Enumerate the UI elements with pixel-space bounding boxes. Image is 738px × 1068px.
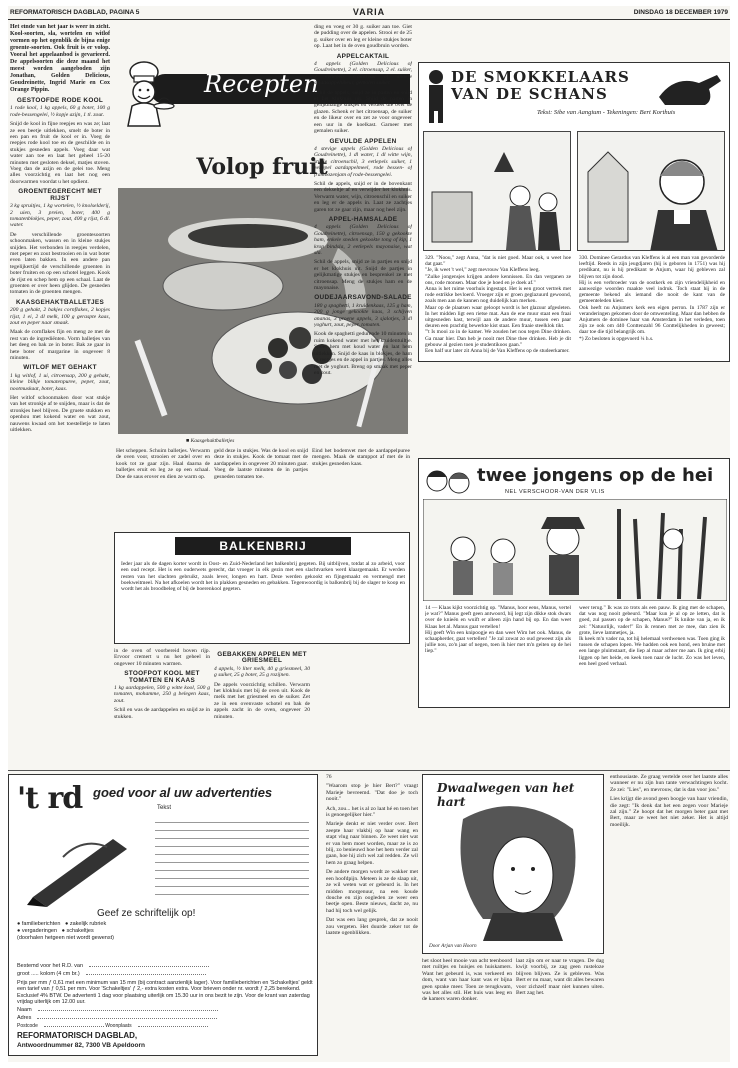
option-checkbox[interactable]: ● bbox=[61, 928, 67, 934]
dwaalwegen-title: Dwaalwegen van het hart bbox=[437, 781, 575, 809]
recipe-ingredients: 1 kg aardappelen, 500 g witte kool, 500 g tomaten, mohamme, 250 g belegen kaas, zout. bbox=[114, 685, 210, 704]
recipe-title-appel-hamsalade: APPEL-HAMSALADE bbox=[328, 215, 398, 223]
smuggler-panel bbox=[424, 132, 571, 251]
smokkelaars-title-line1: DE SMOKKELAARS bbox=[451, 68, 630, 86]
balkenbrij-text: Ieder jaar als de dagen korter wordt in Oost- en Zuid-Nederland het balkenbrij gegeten. Bij uitblijven, totdat al zo arbeid, voor een oud recept. Het is een ouderwets gerecht, dat vroeger in elk gezin met een slachtvarken werd klaargemaakt. Er werden resten van het slachten gebruikt, zoals lever, longen en hart. Deze werden gekookt en fijngemaakt en vermengd met boekweitmeel. Na het afkoelen wordt het in plakken gesneden en gebakken. Tegenwoordig is balkenbrij bij de slager te koop en wordt het als broodbeleg of bij de boerenkool gegeten. bbox=[121, 561, 405, 593]
jongens-paragraph: Hij geeft Win een knipoogje en dan weet Wim het ook. Manus, de schaapherder, gaat vertellen! "Je zal zowat zo oud geweest zijn als jullie nou, zo'n jaar of negen, toen ik hier met m'n geiten op de hei liep." bbox=[425, 629, 571, 655]
smuggler-figure-icon bbox=[423, 67, 449, 125]
dwaal-column-2 bbox=[516, 958, 604, 1056]
recipe-body: Schil en was de aardappelen en snijd ze in stukken. bbox=[114, 707, 210, 720]
recipe-intro: Het einde van het jaar is weer in zicht. Kool-soorten, sla, wortelen en witlof vormen op het ogenblik de bijna enige groente-soorten. Ook fruit is er volop. Vooral het appelaanbod is gevarieerd. De appelsoorten die deze maand het meest worden aangeboden zijn Jonathan, Golden Delicious, Goudreinette, Ingrid Marie en Cox Orange Pippin. bbox=[10, 24, 110, 93]
field-address[interactable] bbox=[17, 1015, 313, 1021]
smokkelaars-paragraph: "Je, ik weet 't wel," zegt mevrouw Van Kleffens leeg. bbox=[425, 267, 540, 274]
jongens-comic bbox=[418, 458, 730, 708]
photo-caption bbox=[186, 438, 234, 444]
option-checkbox[interactable]: ● bbox=[17, 928, 22, 934]
jongens-paragraph: weer terug." Ik was zo trots als een pauw. Ik ging met de schapen, dat was nog nooit gebeurd. "Maar kun je al op ze letten, dat is goed, zul passen op de schapen, Manus?" Ik knikte van ja, en ik zei: "Natuurlijk, vader!" En ik rennen met ze mee, dan zien ik grote, lieve lammetjes, ja. bbox=[579, 605, 725, 636]
field-label: Bestemd voor het R.D. van bbox=[17, 963, 84, 969]
smokkelaars-panel-329 bbox=[423, 131, 571, 251]
dwaal-paragraph: het sloot heel mooie van acht teenboord met ruiltjes en huisjes en huiskamers. Want het gebeurd is, was verkeerd en dom, want van haar kant was er bijna geen sprake meer. Toen ze terugkwam, was het alles stil. Het huis was leeg en de kamers waren donker. bbox=[422, 958, 512, 1003]
photo-caption-text: Kaasgehaktballetjes bbox=[190, 438, 235, 444]
field-label: groot ..... kolom (4 cm br.) bbox=[17, 971, 80, 977]
banner-title: Recepten bbox=[204, 70, 319, 98]
story-paragraph: Marieje denkt er niet verder over. Bert zeepte haar vlakbij op haar wang en stapt vlug naar binnen. Ze weet niet wat er van hem moet worden, maar ze is zo blij, zo benieuwd hoe het hem verder zal gaan, hoe hij zich wel zal redden. Ze wil hem zo graag helpen. bbox=[326, 821, 418, 866]
recipe-title-witlof: WITLOF MET GEHAKT bbox=[23, 364, 97, 372]
rd-logo: 't rd bbox=[17, 781, 83, 816]
recipe-body: Snijd de kool in fijne reepjes en was ze; laat ze een beetje uitlekken, smelt de boter in een pan en fruit de kool er in. Voeg de reepjes rode kool toe en de geschilde en in stukjes gesneden appels. Voeg daar wat water aan toe en laat het geheel 15-20 minuten met gesloten deksel, matjes stoven. Voeg dan de azijn en de gelei toe. Meng alles voorzichtig en laat het nog een doorwarmen voordat u het opdient. bbox=[10, 121, 110, 185]
recipe-column-6 bbox=[214, 648, 310, 768]
smokkelaars-paragraph: 330. Dominee Gerardus van Kleffens is al een man van gevorderde leeftijd. Reeds in zijn jeugdjaren (hij is geboren in 1751) was hij predikant, nu is hij predikant te Anjum, waar hij gebleven zal blijven tot zijn dood. bbox=[579, 255, 725, 280]
field-size[interactable] bbox=[17, 971, 313, 977]
smokkelaars-comic bbox=[418, 62, 730, 362]
option-checkbox[interactable]: ● bbox=[64, 921, 70, 927]
smokkelaars-paragraph: Ook heeft nu Anjumers kerk een eigen perron. In 1787 zijn er veranderingen gekomen door de omwenteling. Maar dan hebben de Anjumers de dominee haar van Amsterdam in het verleden, toen zijn ze ook om 440 Conttenzahl 96 Conttelijkheden in geweest; daar toe die tijd belangrijk om. bbox=[579, 304, 725, 336]
recipe-column-7 bbox=[314, 24, 412, 769]
dwaalwegen-credit: Door Arjan van Hoorn bbox=[429, 943, 477, 949]
portrait-drawing bbox=[578, 132, 725, 251]
recipe-title-gevulde-appelen: GEVULDE APPELEN bbox=[329, 137, 397, 145]
ad-text-lines[interactable] bbox=[155, 815, 309, 895]
recipe-ingredients: 1 rode kool, 1 kg appels, 60 g boter, 100 g rode-bessengelei, ½ kopje azijn, 1 tl. zout. bbox=[10, 105, 110, 118]
ad-price-info: Prijs per mm ƒ 0,61 met een minimum van 15 mm (bij contract aanzienlijk lager). Voor familieberichten en 'Schakeltjes' geldt een tarief van ƒ 0,51 per mm. Voor 'Schakeltjes' ƒ 2,- extra kosten extra. Voor brieven onder nr. wordt ƒ 2,25 berekend. Exclusief 4% BTW. De advertenti 1 dag voor plaatsing uiterlijk om 15.30 uur in ons bezit te zijn. Voor de krant van zaterdag vrijdag uiterlijk om 12.00 uur. bbox=[17, 980, 313, 1005]
ad-address: Antwoordnummer 82, 7300 VB Apeldoorn bbox=[17, 1042, 145, 1049]
recipe-body: Het scheppen. Schuim balletjes. Verwarm de oven voor, strooien er zadel over en kook tot ze gaar zijn. Haal daarna de balletjes eruit en leg ze op een schaal. Doe de saus erover en dien ze warm op. bbox=[116, 448, 210, 480]
recipe-column-2 bbox=[116, 448, 210, 528]
smokkelaars-credit: Tekst: Sibe van Aangium - Tekeningen: Bert Korthuis bbox=[537, 109, 676, 116]
field-edition[interactable] bbox=[17, 963, 313, 969]
recipe-column-3 bbox=[214, 448, 308, 528]
ad-form-label: Tekst bbox=[157, 805, 172, 811]
ad-address-name: REFORMATORISCH DAGBLAD, bbox=[17, 1031, 138, 1040]
advertisement-coupon bbox=[8, 774, 318, 1056]
ad-cta: Geef ze schriftelijk op! bbox=[97, 908, 196, 919]
smokkelaars-paragraph: "Zulke jongensjes krijgen andere kennissen. En dan verganen ze ons, rode monsen. Maar doe je hoed en je doek af." bbox=[425, 273, 571, 286]
recipe-ingredients: 4 appels, ½ liter melk, 40 g griesmeel, 30 g suiker, 25 g boter, 25 g rozijnen. bbox=[214, 665, 310, 679]
recipe-title-groentegerecht: GROENTEGERECHT MET RIJST bbox=[18, 188, 102, 202]
smokkelaars-paragraph: *) Zo besloten is opgevoerd ¼ h.s. bbox=[579, 335, 654, 342]
field-label: Postcode bbox=[17, 1023, 38, 1029]
recipe-ingredients: 3 kg spruitjes, 1 kg wortelen, ½ knolselderij, 2 uien, 3 preien, boter, 400 g tomatenblokjes, peper, zout, 400 g rijst, 6 dl. water. bbox=[10, 203, 110, 229]
dwaal-column-3 bbox=[610, 774, 728, 1056]
field-name[interactable] bbox=[17, 1007, 313, 1013]
chef-icon bbox=[114, 60, 176, 128]
smokkelaars-paragraph: Maar op de plaatsen waar geloopt wordt is het glazuur afgesleten. In het midden ligt een rietse mat. Aan de ene muur staat een fraai uitgesneden kast, terwijl aan de andere muur, tussen een paar deuren een prachtig bewerkte kist staat. Een fraaie steelklok tikt. bbox=[425, 304, 571, 330]
field-label: Adres bbox=[17, 1015, 32, 1021]
caption-square-icon: ■ bbox=[186, 438, 191, 444]
recipe-ingredients: 4 appels (Golden Delicious of Goudreinette), citroensap, 150 g gekookte ham, enkele sneden gekookte tong of kip, 1 krop bindsla, 2 eetlepels mayonaise, wat sla. bbox=[314, 224, 412, 256]
ad-headline: goed voor al uw advertenties bbox=[93, 785, 273, 800]
masthead-paper: REFORMATORISCH DAGBLAD, PAGINA 5 bbox=[10, 9, 140, 16]
dwaal-column-1 bbox=[422, 958, 512, 1056]
smokkelaars-paragraph: "'t Is mooi zo in de kamer. We zouden het nou tegen Dine drinken. Ga maar hier. Dan heb je nooit met Dine thee drinken. Heb je dit gebouw al gezien toen je studentikoos gaan." bbox=[425, 329, 571, 348]
recipe-body: De appels voorzichtig schillen. Verwarm het klokhuis met bij de oven uit. Kook de melk met het griesmeel en de suiker. Zet ze in een ovenvaste schotel en bak de appels zacht in de oven, ongeveer 20 minuten. bbox=[214, 681, 310, 720]
story-paragraph: De andere morgen wordt ze wakker met een hoofdpijn. Meteen is ze de slaap uit, ze wil weten wat er gebeurd is. In het midden morgenuur, na een koude douche en zijn oogleden ze weer een beetje open. Beste nieuws, dacht ze, nu had hij toch wel gelijk. bbox=[326, 869, 418, 914]
smokkelaars-paragraph: 329. "Noou," zegt Anna, "dat is niet goed. Maar ook, u weet hoe dat gaat." bbox=[425, 255, 571, 268]
story-episode-number: 76 bbox=[326, 774, 332, 780]
smuggler-horse-icon bbox=[655, 67, 725, 107]
pen-icon bbox=[23, 827, 143, 907]
woman-portrait bbox=[443, 799, 593, 941]
smokkelaars-panel-330 bbox=[577, 131, 725, 251]
jongens-text-right bbox=[579, 605, 725, 705]
recipe-body: Eind het bodemvet met de aardappelpuree mengen. Maak de stamppot af met de in stukjes gesneden kaas. bbox=[312, 448, 410, 467]
recipe-title-stoofpot: STOOFPOT KOOL MET TOMATEN EN KAAS bbox=[124, 670, 200, 684]
recipe-body: Schil de appels, snijd ze in partjes en snijd er het klokhuis uit. Snijd de partjes in gelijkmatige stukjes en besprenkel ze met citroensap. Meng de stukjes ham en de mayonaise. bbox=[314, 259, 412, 292]
field-label: Naam bbox=[17, 1007, 32, 1013]
ad-options bbox=[17, 921, 114, 942]
masthead bbox=[8, 6, 730, 20]
option-label: familieberichten bbox=[21, 921, 61, 927]
recipe-title-kaasgehaktballetjes: KAASGEHAKTBALLETJES bbox=[15, 298, 105, 306]
recipe-body: Schil de appels, snijd ze in parten en snijd er het klokhuis uit. Snijd de parten in gelijkmatige stukjes en verdeel die over de glazen. Schenk er het citroensap, de suiker en de likeur over en zet ze voor ongeveer een uur in de koelkast. Garneer met gemalen suiker. bbox=[314, 89, 412, 135]
masthead-date: DINSDAG 18 DECEMBER 1979 bbox=[633, 9, 728, 16]
jongens-paragraph: 14 — Klaas kijkt voorzichtig op. "Manus, hoor eens, Manus, vertel je wat?" Manus geeft geen antwoord, hij legt zijn dikke stok dwars over de knieën en wuift er alleen zijn hand bij op. En dan weet Klaas het al. Manus gaat vertellen! bbox=[425, 605, 571, 630]
story-column bbox=[326, 774, 418, 1056]
recipe-title-rode-kool: GESTOOFDE RODE KOOL bbox=[16, 97, 104, 104]
recipe-body: Kook de spaghetti gedurende 10 minuten in ruim kokend water met het kruidentuiltje. Spoel hem met koud water en laat hem uitlekken. Snijd de kaas in blokjes, de ham in reepjes en de appel in partjes. Meng alles met de yoghurt. Breng op smaak met peper en zout. bbox=[314, 331, 412, 376]
field-label: Woonplaats bbox=[105, 1023, 132, 1029]
recipe-body: ding en voeg er 30 g. suiker aan toe. Giet de pudding over de appelen. Strooi er de 25 g. suiker over en leg er kleine stukjes boter op. Laat het in de oven goudbruin worden. bbox=[314, 24, 412, 50]
newspaper-page bbox=[8, 6, 730, 1062]
jongens-title: twee jongens op de hei bbox=[477, 465, 714, 486]
recipe-body: De verschillende groentesoorten schoonmaken, wassen en in kleine stukjes snijden. Het verbonden in reepjes verdelen, met peper en zout bestrooien en in wat boter even laten bakken. In een andere pan tegelijkertijd de verschillende groenten in boter fruiten en op een schotel leggen. Kook de rijst en schep hem op een schaal. Laat de groenten er over heen glijden. De gesneden tomaten in de groenten mengen. bbox=[10, 231, 110, 296]
dwaal-paragraph: enthousiaste. Ze graag vertelde over het laatste alles wanneer er nu zijn hun tante verwachtingen kocht. Ze zei: "Lies", en mevrouw, dat is dan voor jou." bbox=[610, 774, 728, 793]
recipe-ingredients: 4 appels (Golden Delicious of Goudreinette), 2 el. citroensap, 2 el. suiker, 2 eetlepels Cointreau of andere sinaasappellikeur, gemalen suiker. bbox=[314, 61, 412, 87]
smokkelaars-text-left bbox=[425, 255, 571, 359]
option-label: vergaderingen bbox=[21, 928, 58, 934]
smokkelaars-title bbox=[451, 69, 630, 103]
story-paragraph: Ach, zou... het is al zo laat hé en toen het is genoegelijker hier." bbox=[326, 805, 418, 819]
recipe-ingredients: 200 g gehakt, 2 bakjes cornflakes, 2 kopjes rijst, 1 ei, 2 dl melk, 100 g geraspte kaas, zout en peper naar smaak. bbox=[10, 307, 110, 326]
recipe-column-5 bbox=[114, 648, 210, 768]
recipe-body: Maak de cornflakes fijn en meng ze met de rest van de ingrediënten. Vorm balletjes van het deeg en bak ze in boter. Bak ze gaar in hete boter of margarine in ongeveer 8 minuten. bbox=[10, 329, 110, 362]
smokkelaars-text-right bbox=[579, 255, 725, 359]
recipe-ingredients: 1 kg witlof, 1 ui, citroensap, 200 g gehakt, kleine blikje tomatenpuree, peper, zout, nootmuskaat, boter, kaas. bbox=[10, 372, 110, 392]
option-label: schakeltjes bbox=[66, 928, 94, 934]
shepherd-panel bbox=[423, 499, 727, 601]
smokkelaars-paragraph: Een half uur later zit Anna bij de Van Kleffens op de studeerkamer. bbox=[425, 348, 570, 355]
smokkelaars-title-line2: VAN DE SCHANS bbox=[451, 85, 608, 103]
recipe-title-appelcaktail: APPELCAKTAIL bbox=[336, 52, 390, 60]
recipe-column-1 bbox=[10, 24, 110, 769]
smokkelaars-header bbox=[419, 63, 729, 129]
jongens-text-left bbox=[425, 605, 571, 705]
option-label: zakelijk rubriek bbox=[69, 921, 107, 927]
dwaalwegen-illustration bbox=[422, 774, 604, 954]
column-divider bbox=[8, 770, 730, 771]
field-postcode[interactable] bbox=[17, 1023, 313, 1029]
option-note: (doorhalen hetgeen niet wordt gewenst) bbox=[17, 935, 114, 941]
jongens-paragraph: Ik keek m'n vader na, tot hij helemaal verdwenen was. Toen ging ik tussen de schapen lopen. We hadden ook een hond, een bruine met een lange pluimstaart, die liep al maar achter me aan. Ik ging erbij liggen op het heide, en keek toen naar de lucht. Zo was het leven, een heel goed verhaal. bbox=[579, 636, 725, 667]
story-paragraph: Dat was een lang gesprek, dat ze nooit zou vergeten. Het duurde zeker tot de laatste ogenblikken. bbox=[326, 917, 418, 936]
smokkelaars-paragraph: Anna is het ruime voorhuis ingestapt. Het is een groot vertrek met rode estrikke bevloerd. Vroeger zijn er groen geglazuurd gewoond, zoals men aan de kannen nog duidelijk kan merken. bbox=[425, 286, 571, 305]
option-checkbox[interactable]: ● bbox=[17, 921, 22, 927]
dwaal-paragraph: Lies krijgt die avond geen boogje van haar vriendin, die zegt: "Ik denk dat het een zegen voor Marieje zal zijn." Ze hoopt dat het morgen beter gaat met Bert, maar ze weet het niet zeker. Het is altijd moeilijk. bbox=[610, 796, 728, 828]
masthead-section: VARIA bbox=[352, 7, 386, 17]
dwaal-paragraph: laat zijn om er naar te vragen. De dag kwijt voorbij, ze zag geen rusteloze blijven blijven. Ze is gebleven. Was Bert er nu maar, want dit alles bewaren voor zichzelf maar niet kunnen uiten. Bert zag het. bbox=[516, 958, 604, 997]
recipe-title-oudejaarsavond: OUDEJAARSAVOND-SALADE bbox=[314, 294, 412, 302]
smokkelaars-paragraph: Hij is een verbroeder van de oostkerk en zijn vriendelijkheid en aanwezige woorden maakte veel indruk. Toch staat hij in de gemeente bekend als iemand die nooit de kant van de gemeenteleden kiest. bbox=[579, 279, 725, 305]
recipe-ingredients: 4 stevige appels (Golden Delicious of Goudreinette), 1 dl water, 1 dl witte wijn, stukje citroenschil, 3 eetlepels suiker, 1 eetlepel aardappelmeel, rode bessen- of frambozenjam of rode-bessengelei. bbox=[314, 145, 412, 178]
recipe-title-gebakken-appelen: GEBAKKEN APPELEN MET GRIESMEEL bbox=[217, 651, 307, 665]
recipe-body: in de oven of voorbereid boven rijp. Ervoor cremert u nu het geheel in ongeveer 10 minuten warmen. bbox=[114, 648, 210, 667]
recipe-body: Schil de appels, snijd er in de bovenkant een dekseltje af en verwijder het klokhuis. Verwarm water, wijn, citroenschil en suiker en leg er de appels in. Laat ze zachtjes garen tot ze gaar zijn, maar nog heel zijn. bbox=[314, 180, 412, 213]
story-paragraph: "Waarom stop je hier Bert?" vraagt Marieje bevreemd. "Dat doe je toch nooit." bbox=[326, 783, 418, 803]
recipe-body: geld deze in stukjes. Was de kool en snijd deze in stukjes. Kook de tomaat met de aardappelen in ongeveer 20 minuten gaar. Voeg de laatste minuten de in partjes gesneden tomaten toe. bbox=[214, 448, 308, 480]
recipe-ingredients: 180 g spaghetti, 1 kruidenkaas, 125 g ham, 200 g jonge gekookte kaas, 3 schijven ananas, 3 groene appels, 3 sjalotjes, 3 dl yoghurt, zout, peper, tomaten. bbox=[314, 302, 412, 329]
balkenbrij-title: BALKENBRIJ bbox=[175, 537, 351, 555]
jongens-credit: NEL VERSCHOOR-VAN DER VLIS bbox=[505, 489, 605, 495]
recipe-body: Het witlof schoonmaken door wat stukje van het stronkje af te snijden, maar is dat de stronkjes heel blijven. De gruete stukken en openhou met kokend water en wat zout, nauwens kwaad om het toestelletje te laten uitlekken. bbox=[10, 395, 110, 434]
recipes-title: Volop fruit bbox=[196, 154, 328, 180]
